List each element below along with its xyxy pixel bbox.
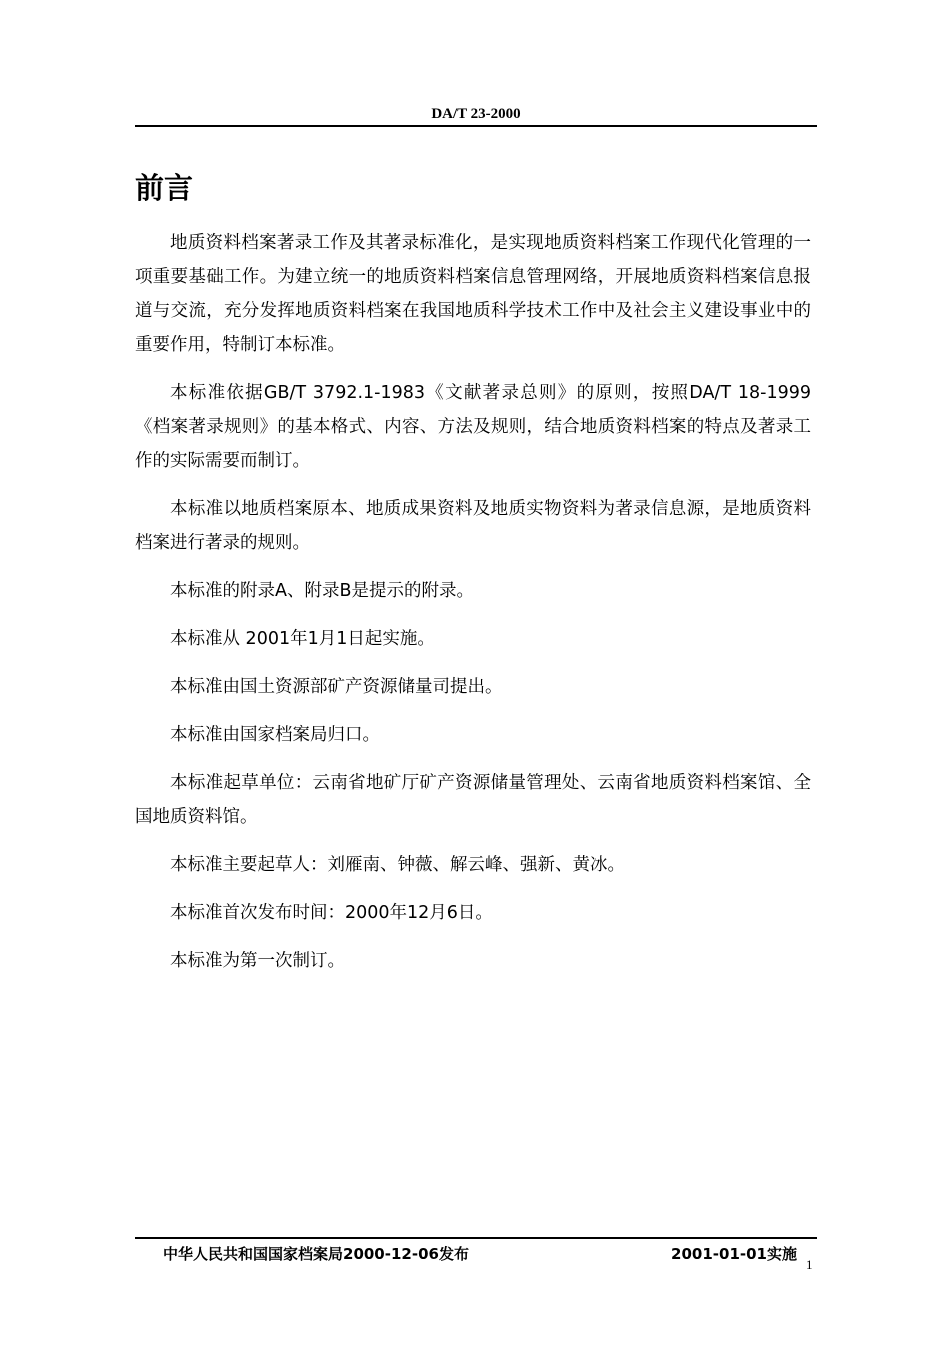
footer-rule (135, 1237, 817, 1239)
page-title: 前言 (135, 171, 194, 205)
page-number: 1 (806, 1257, 813, 1272)
paragraph-edition: 本标准为第一次制订。 (170, 951, 345, 971)
paragraph-drafting-units: 本标准起草单位：云南省地矿厅矿产资源储量管理处、云南省地质资料档案馆、全国地质资料馆。 (135, 773, 811, 827)
paragraph-basis: 本标准依据GB/T 3792.1-1983《文献著录总则》的原则，按照DA/T 18-1999《档案著录规则》的基本格式、内容、方法及规则，结合地质资料档案的特点及著录工作的实际需要而制订。 (135, 383, 811, 471)
paragraph-intro: 地质资料档案著录工作及其著录标准化，是实现地质资料档案工作现代化管理的一项重要基础工作。为建立统一的地质资料档案信息管理网络，开展地质资料档案信息报道与交流，充分发挥地质资料档案在我国地质科学技术工作中及社会主义建设事业中的重要作用，特制订本标准。 (135, 233, 811, 355)
paragraph-scope: 本标准以地质档案原本、地质成果资料及地质实物资料为著录信息源，是地质资料档案进行著录的规则。 (135, 499, 811, 553)
paragraph-effective-date: 本标准从 2001年1月1日起实施。 (170, 629, 435, 649)
body-text (135, 226, 811, 992)
footer-issued: 中华人民共和国国家档案局2000-12-06发布 (163, 1245, 469, 1263)
paragraph-governing-body: 本标准由国家档案局归口。 (170, 725, 380, 745)
paragraph-appendix: 本标准的附录A、附录B是提示的附录。 (170, 581, 474, 601)
paragraph-drafters: 本标准主要起草人：刘雁南、钟薇、解云峰、强新、黄冰。 (170, 855, 625, 875)
paragraph-first-release: 本标准首次发布时间：2000年12月6日。 (170, 903, 493, 923)
document-code: DA/T 23-2000 (431, 106, 521, 122)
paragraph-proposer: 本标准由国土资源部矿产资源储量司提出。 (170, 677, 503, 697)
footer-effective: 2001-01-01实施 (671, 1245, 797, 1263)
header-rule (135, 125, 817, 127)
